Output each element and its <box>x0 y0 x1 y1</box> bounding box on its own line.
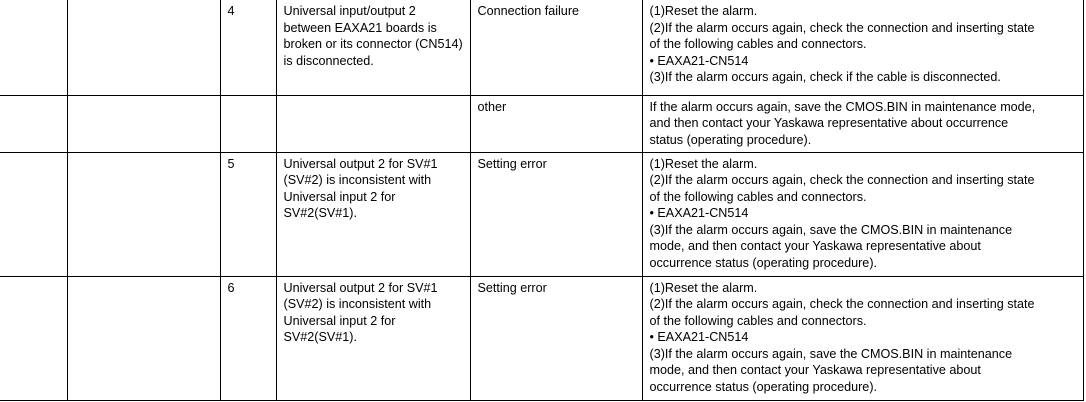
cause-cell <box>470 276 642 400</box>
sub-code-cell <box>220 152 276 276</box>
meaning-cell <box>276 152 470 276</box>
remedy-cell <box>642 152 1083 276</box>
remedy-line: of the following cables and connectors. <box>649 189 867 204</box>
remedy-line: occurrence status (operating procedure). <box>649 256 878 271</box>
alarm-number-cell <box>0 0 67 95</box>
remedy-line: mode, and then contact your Yaskawa representative about <box>649 363 981 378</box>
remedy-line: (1)Reset the alarm. <box>649 156 758 171</box>
cause-text: Connection failure <box>477 4 580 18</box>
remedy-line: • EAXA21-CN514 <box>649 330 749 345</box>
table-row <box>0 0 1083 95</box>
alarm-name-cell <box>67 276 220 400</box>
alarm-number-cell <box>0 276 67 400</box>
meaning-text: Universal output 2 for SV#1 (SV#2) is inconsistent with Universal input 2 for SV#2(SV#1). <box>283 280 438 345</box>
remedy-line: mode, and then contact your Yaskawa representative about <box>649 239 981 254</box>
alarm-number-cell <box>0 95 67 152</box>
meaning-text: Universal input/output 2 between EAXA21 boards is broken or its connector (CN514) is disconnected. <box>283 4 463 68</box>
remedy-cell <box>642 276 1083 400</box>
sub-code: 6 <box>227 280 235 295</box>
remedy-line: (2)If the alarm occurs again, check the connection and inserting state <box>649 297 1035 312</box>
sub-code: 5 <box>227 156 235 171</box>
cause-text: Setting error <box>477 280 547 295</box>
meaning-text: Universal output 2 for SV#1 (SV#2) is inconsistent with Universal input 2 for SV#2(SV#1). <box>283 156 438 221</box>
table-row <box>0 276 1083 400</box>
remedy-line: (1)Reset the alarm. <box>649 280 758 295</box>
remedy-line: status (operating procedure). <box>649 132 812 147</box>
alarm-number-cell <box>0 152 67 276</box>
table-row <box>0 152 1083 276</box>
remedy-line: (2)If the alarm occurs again, check the connection and inserting state <box>649 20 1035 35</box>
meaning-cell <box>276 0 470 95</box>
remedy-line: (3)If the alarm occurs again, save the CMOS.BIN in maintenance <box>649 222 1013 237</box>
remedy-line: (2)If the alarm occurs again, check the connection and inserting state <box>649 173 1035 188</box>
cause-text: Setting error <box>477 156 547 171</box>
remedy-cell <box>642 95 1083 152</box>
remedy-line: of the following cables and connectors. <box>649 37 867 52</box>
cause-text: other <box>477 99 507 114</box>
remedy-line: (3)If the alarm occurs again, save the CMOS.BIN in maintenance <box>649 346 1013 361</box>
remedy-line: If the alarm occurs again, save the CMOS.BIN in maintenance mode, <box>649 99 1036 114</box>
remedy-line: and then contact your Yaskawa representative about occurrence <box>649 116 1009 131</box>
remedy-line: of the following cables and connectors. <box>649 313 867 328</box>
sub-code: 4 <box>227 4 235 18</box>
remedy-line: (3)If the alarm occurs again, check if the cable is disconnected. <box>649 70 1001 85</box>
remedy-line: (1)Reset the alarm. <box>649 4 758 18</box>
meaning-cell <box>276 95 470 152</box>
sub-code-cell <box>220 0 276 95</box>
alarm-name-cell <box>67 95 220 152</box>
remedy-line: occurrence status (operating procedure). <box>649 380 878 395</box>
meaning-cell <box>276 276 470 400</box>
remedy-line: • EAXA21-CN514 <box>649 206 749 221</box>
cause-cell <box>470 95 642 152</box>
cause-cell <box>470 0 642 95</box>
table-row <box>0 95 1083 152</box>
alarm-name-cell <box>67 152 220 276</box>
sub-code-cell <box>220 95 276 152</box>
sub-code-cell <box>220 276 276 400</box>
alarm-name-cell <box>67 0 220 95</box>
cause-cell <box>470 152 642 276</box>
remedy-line: • EAXA21-CN514 <box>649 53 749 68</box>
remedy-cell <box>642 0 1083 95</box>
